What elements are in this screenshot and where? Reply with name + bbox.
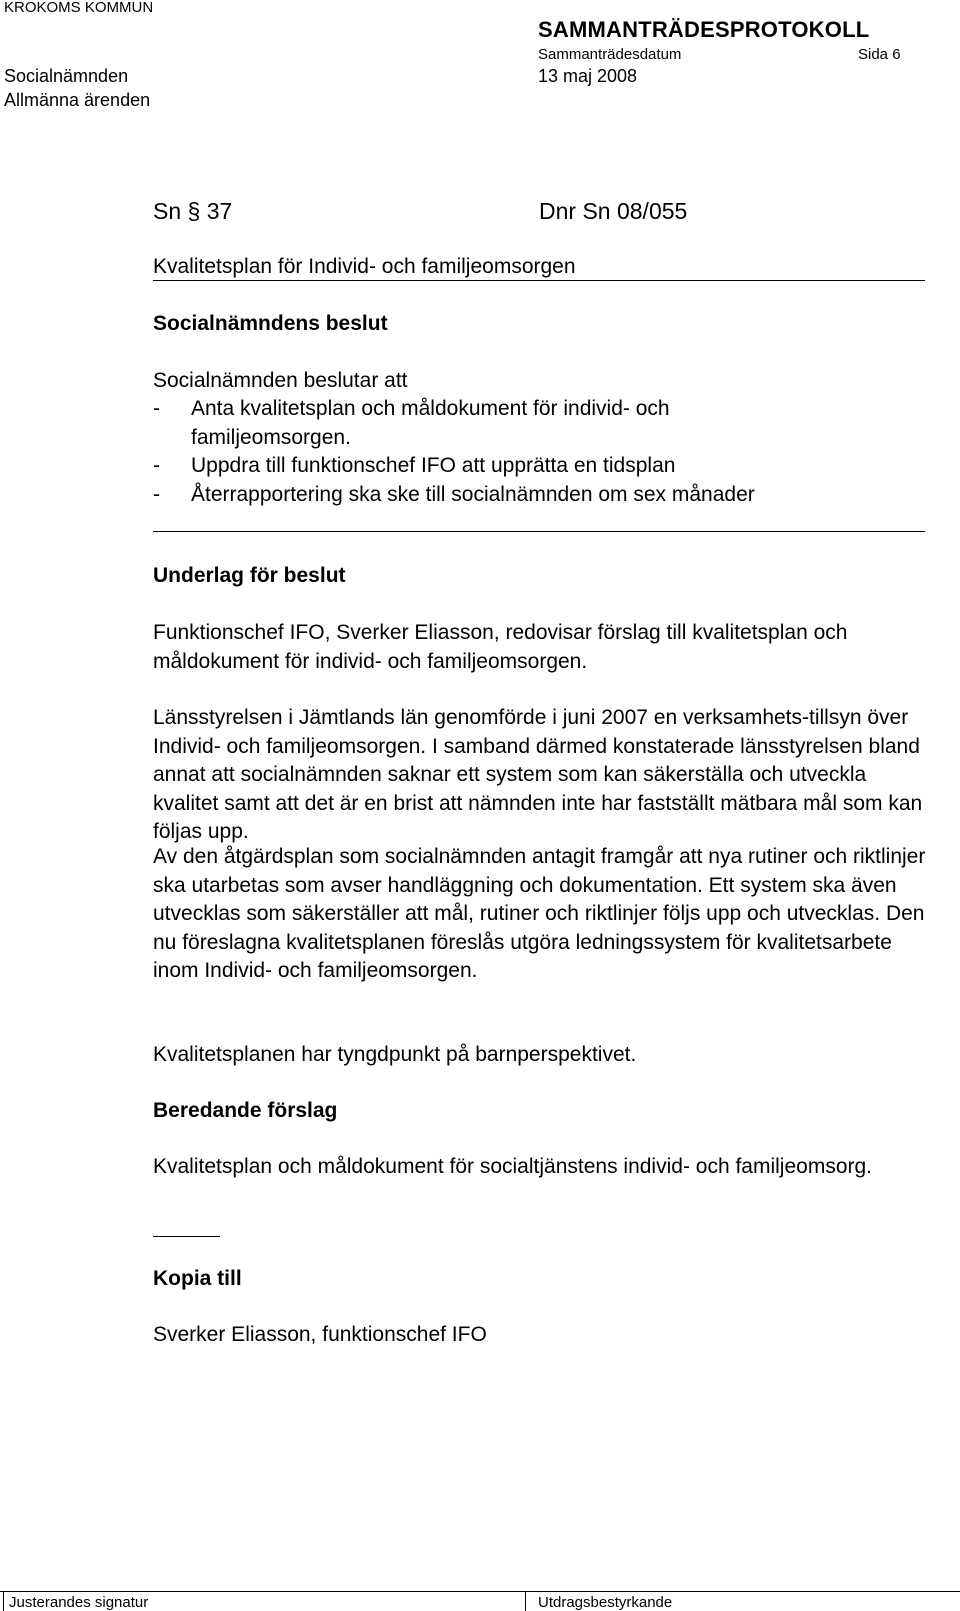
document-type: SAMMANTRÄDESPROTOKOLL <box>538 17 870 42</box>
page-number: Sida 6 <box>858 46 901 63</box>
meeting-date: 13 maj 2008 <box>538 66 638 86</box>
decision-intro: Socialnämnden beslutar att <box>153 369 408 392</box>
case-title-underline <box>153 280 925 281</box>
copy-heading: Kopia till <box>153 1267 242 1290</box>
footer-certification-label: Utdragsbestyrkande <box>538 1594 673 1611</box>
case-number: Sn § 37 <box>153 198 233 224</box>
basis-heading: Underlag för beslut <box>153 564 346 587</box>
short-divider <box>153 1236 220 1237</box>
case-dnr: Dnr Sn 08/055 <box>539 198 688 224</box>
committee-name: Socialnämnden <box>4 66 129 86</box>
footer-signature-label: Justerandes signatur <box>9 1594 149 1611</box>
category-label: Allmänna ärenden <box>4 90 151 110</box>
basis-paragraph-4: Kvalitetsplanen har tyngdpunkt på barnperspektivet. <box>153 1043 637 1066</box>
municipality-name: KROKOMS KOMMUN <box>4 0 154 16</box>
basis-paragraph-2: Länsstyrelsen i Jämtlands län genomförde i juni 2007 en verksamhets-tillsyn över Individ- och familjeomsorgen. I samband därmed konstaterade länsstyrelsen bland annat att socialnämnden saknar ett system som kan säkerställa och utveckla kvalitet samt att det är en brist att nämnden inte har fastställt mätbara mål som kan följas upp. <box>153 706 923 843</box>
footer-rule <box>0 1591 960 1592</box>
list-item: - Anta kvalitetsplan och måldokument för individ- och familjeomsorgen. <box>153 397 670 449</box>
meeting-date-label: Sammanträdesdatum <box>538 46 682 63</box>
section-divider <box>153 531 925 532</box>
case-title: Kvalitetsplan för Individ- och familjeomsorgen <box>153 255 576 278</box>
decision-list <box>153 395 933 509</box>
copy-recipient: Sverker Eliasson, funktionschef IFO <box>153 1323 487 1346</box>
list-item: - Uppdra till funktionschef IFO att upprätta en tidsplan <box>153 454 676 477</box>
basis-paragraph-1: Funktionschef IFO, Sverker Eliasson, redovisar förslag till kvalitetsplan och måldokument för individ- och familjeomsorgen. <box>153 621 848 673</box>
basis-paragraph-3: Av den åtgärdsplan som socialnämnden antagit framgår att nya rutiner och riktlinjer ska utarbetas som avser handläggning och dokumentation. Ett system ska även utvecklas som säkerställer att mål, rutiner och riktlinjer följs upp och utvecklas. Den nu föreslagna kvalitetsplanen föreslås utgöra ledningssystem för kvalitetsarbete inom Individ- och familjeomsorgen. <box>153 845 926 982</box>
proposal-text: Kvalitetsplan och måldokument för socialtjänstens individ- och familjeomsorg. <box>153 1155 873 1178</box>
footer-center-divider <box>525 1591 526 1611</box>
footer-left-border <box>3 1591 4 1611</box>
list-item: - Återrapportering ska ske till socialnämnden om sex månader <box>153 482 755 506</box>
proposal-heading: Beredande förslag <box>153 1099 338 1122</box>
decision-heading: Socialnämndens beslut <box>153 312 388 335</box>
